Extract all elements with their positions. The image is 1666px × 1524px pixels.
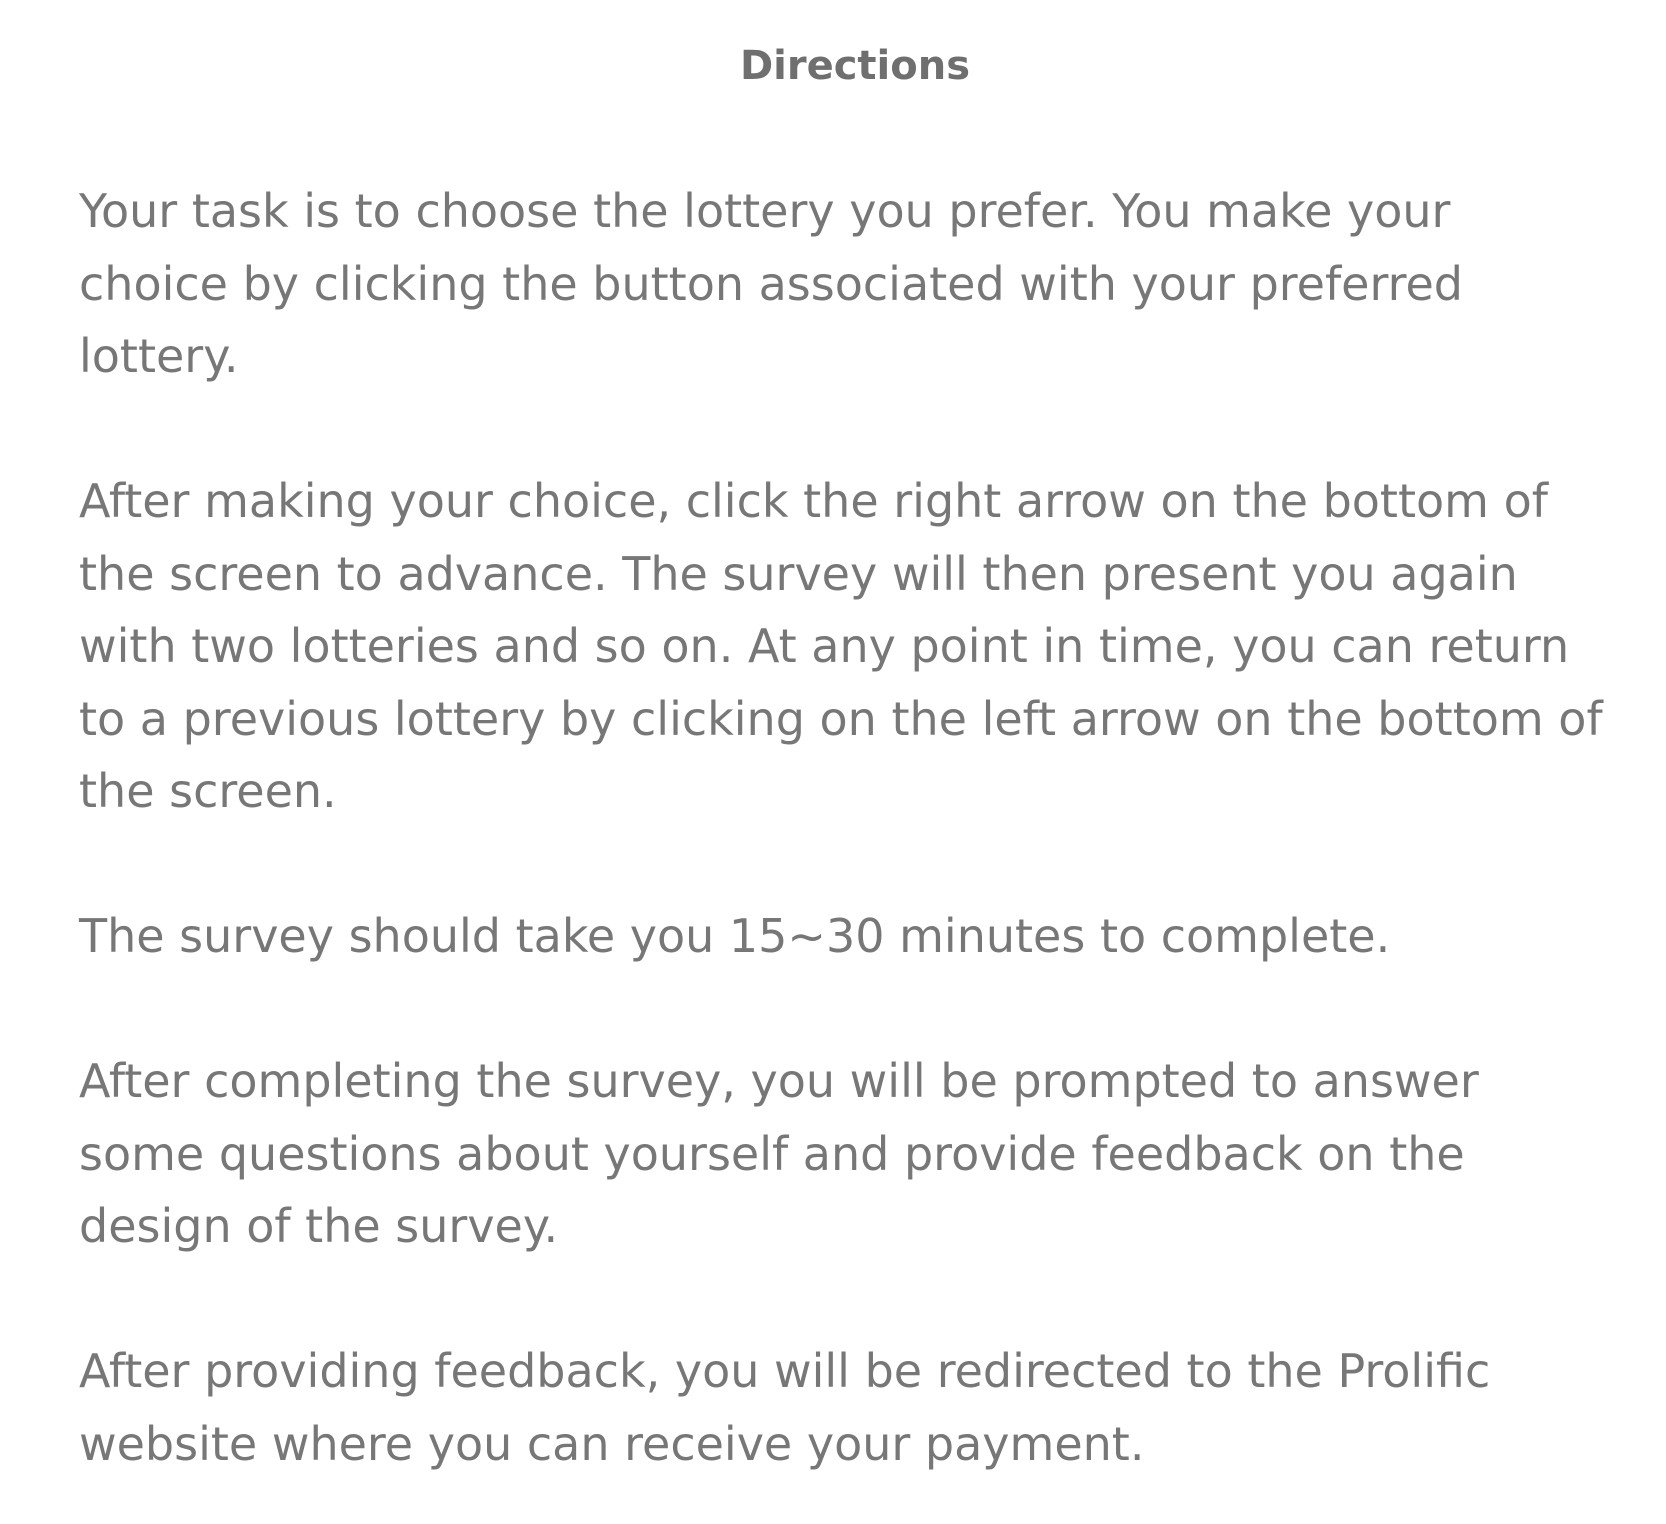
paragraph-line: the screen to advance. The survey will then present you again [79, 546, 1518, 601]
paragraph-line: After completing the survey, you will be prompted to answer [79, 1054, 1479, 1108]
paragraph-line: The survey should take you 15~30 minutes to complete. [79, 909, 1391, 963]
paragraph-line: choice by clicking the button associated with your preferred [79, 256, 1463, 311]
paragraph-feedback [79, 1045, 1659, 1263]
paragraph-line: the screen. [79, 764, 337, 818]
paragraph-line: design of the survey. [79, 1199, 559, 1253]
paragraph-line: to a previous lottery by clicking on the left arrow on the bottom of [79, 691, 1603, 746]
paragraph-line: with two lotteries and so on. At any point in time, you can return [79, 619, 1570, 673]
paragraph-line: After making your choice, click the right arrow on the bottom of [79, 474, 1548, 528]
paragraph-duration [79, 900, 1659, 973]
paragraph-line: lottery. [79, 329, 239, 383]
paragraph-navigation [79, 465, 1659, 828]
page-title: Directions [739, 43, 971, 89]
directions-content [79, 175, 1659, 1480]
paragraph-line: some questions about yourself and provide feedback on the [79, 1126, 1465, 1181]
paragraph-line: Your task is to choose the lottery you prefer. You make your [79, 184, 1451, 238]
paragraph-task [79, 175, 1659, 393]
paragraph-payment [79, 1335, 1659, 1480]
paragraph-line: website where you can receive your payment. [79, 1416, 1145, 1471]
paragraph-line: After providing feedback, you will be redirected to the Prolific [79, 1344, 1491, 1398]
